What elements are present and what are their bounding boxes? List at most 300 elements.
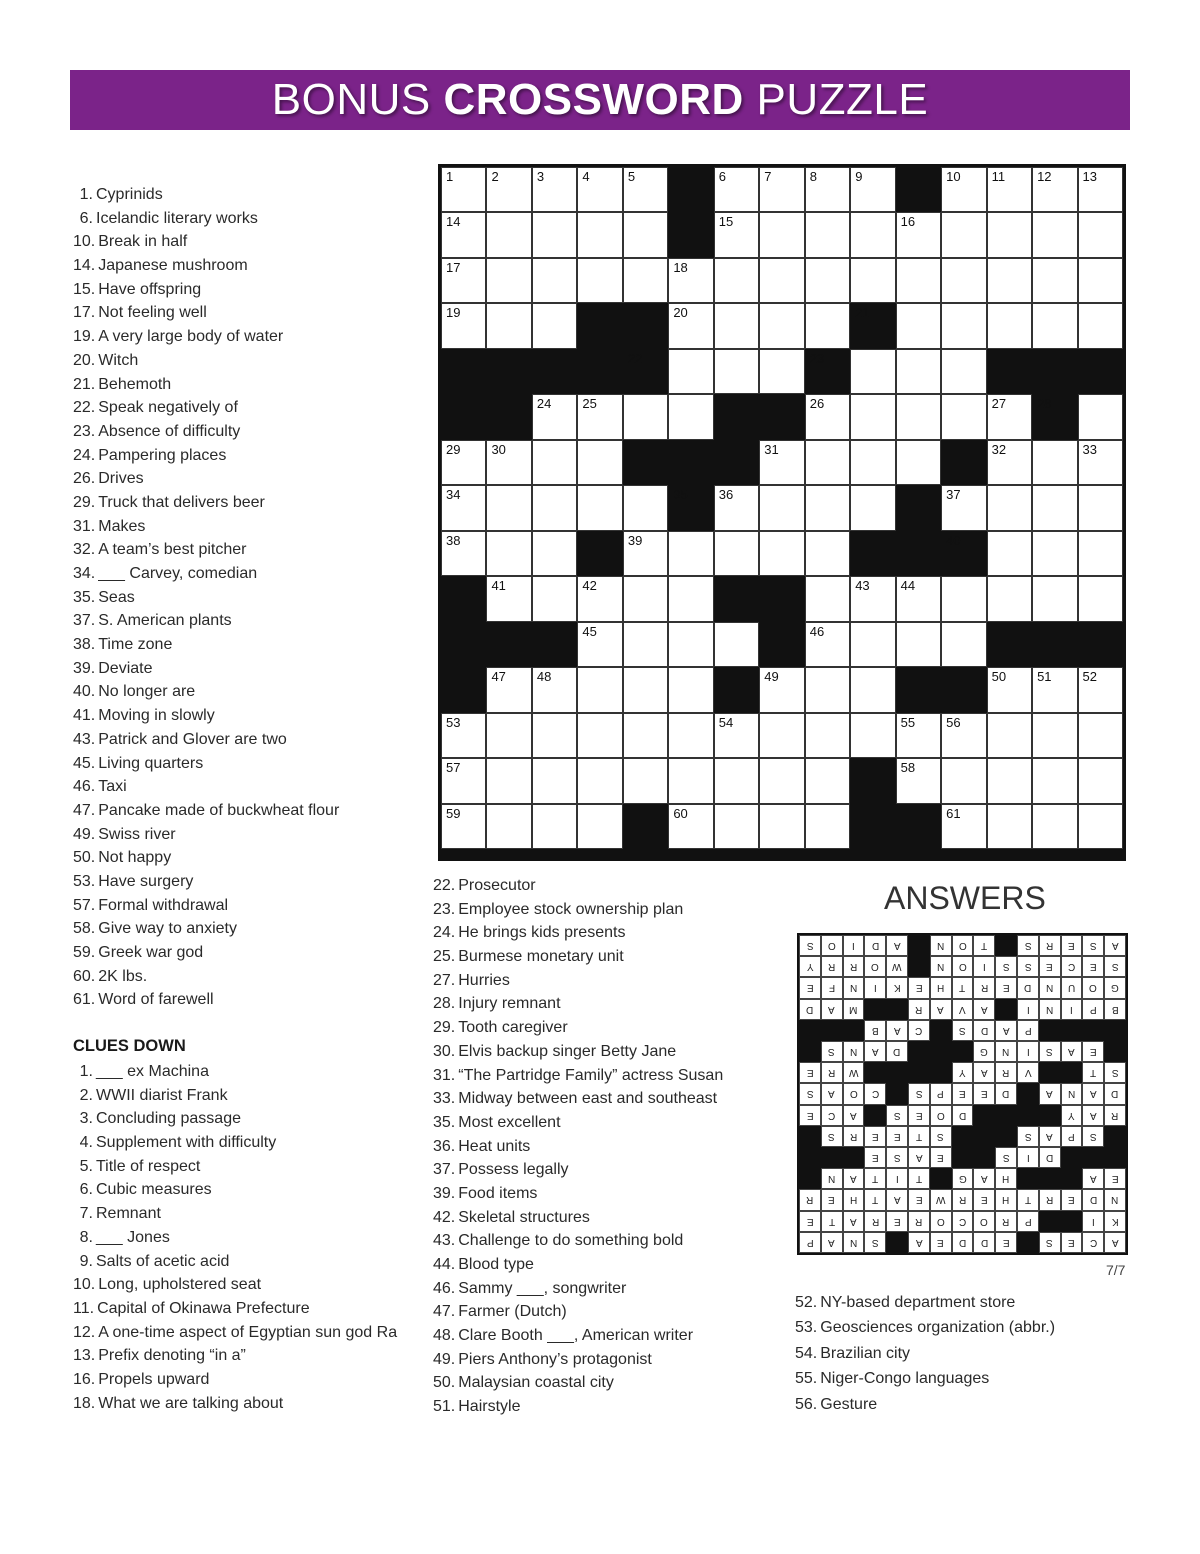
clue-text: Witch	[98, 351, 139, 369]
answer-cell	[843, 1126, 865, 1147]
cell-number: 43	[855, 578, 870, 594]
answer-black-square	[1082, 1147, 1104, 1168]
answer-letter: E	[1068, 1236, 1075, 1248]
grid-cell[interactable]	[668, 758, 713, 803]
grid-cell[interactable]	[759, 667, 804, 712]
clue-text: Long, upholstered seat	[98, 1276, 262, 1294]
grid-cell[interactable]	[896, 758, 941, 803]
cell-number: 61	[946, 805, 961, 821]
grid-cell[interactable]	[850, 713, 895, 758]
grid-cell[interactable]	[441, 303, 486, 348]
grid-cell[interactable]	[941, 349, 986, 394]
grid-cell[interactable]	[1032, 303, 1077, 348]
grid-cell[interactable]	[896, 349, 941, 394]
grid-cell[interactable]	[850, 258, 895, 303]
clue-text: Most excellent	[458, 1113, 561, 1131]
grid-cell[interactable]	[486, 440, 531, 485]
black-square	[532, 349, 577, 394]
grid-cell[interactable]	[532, 394, 577, 439]
answer-cell	[1082, 1062, 1104, 1083]
grid-cell[interactable]	[759, 303, 804, 348]
grid-cell[interactable]	[987, 713, 1032, 758]
grid-cell[interactable]	[623, 394, 668, 439]
answer-cell	[799, 1083, 821, 1104]
grid-cell[interactable]	[577, 713, 622, 758]
grid-cell[interactable]	[668, 667, 713, 712]
grid-cell[interactable]	[577, 167, 622, 212]
answer-cell	[1039, 1083, 1061, 1104]
answer-letter: R	[958, 1194, 967, 1206]
cell-number: 47	[491, 669, 506, 685]
grid-cell[interactable]	[759, 440, 804, 485]
black-square	[941, 440, 986, 485]
grid-cell[interactable]	[1078, 485, 1123, 530]
clue-item	[73, 1273, 397, 1297]
grid-cell[interactable]	[1032, 576, 1077, 621]
grid-cell[interactable]	[941, 303, 986, 348]
answer-letter: A	[1068, 1046, 1075, 1058]
grid-cell[interactable]	[623, 667, 668, 712]
answer-cell	[843, 977, 865, 998]
grid-cell[interactable]	[714, 485, 759, 530]
cell-number: 52	[1082, 669, 1097, 685]
grid-cell[interactable]	[850, 212, 895, 257]
grid-cell[interactable]	[850, 485, 895, 530]
grid-cell[interactable]	[1078, 576, 1123, 621]
grid-cell[interactable]	[668, 531, 713, 576]
answer-letter: A	[937, 1003, 945, 1015]
answer-letter: R	[915, 1003, 923, 1015]
answer-cell	[1082, 1189, 1104, 1210]
grid-cell[interactable]	[486, 758, 531, 803]
grid-cell[interactable]	[714, 713, 759, 758]
grid-cell[interactable]	[577, 622, 622, 667]
grid-cell[interactable]	[805, 394, 850, 439]
answer-letter: S	[1002, 1152, 1010, 1164]
answer-cell	[843, 1083, 865, 1104]
grid-cell[interactable]	[441, 258, 486, 303]
grid-cell[interactable]	[1032, 167, 1077, 212]
grid-cell[interactable]	[759, 804, 804, 849]
grid-cell[interactable]	[714, 758, 759, 803]
grid-cell[interactable]	[577, 394, 622, 439]
grid-cell[interactable]	[896, 440, 941, 485]
grid-cell[interactable]	[623, 713, 668, 758]
grid-cell[interactable]	[759, 349, 804, 394]
grid-cell[interactable]	[1078, 667, 1123, 712]
grid-cell[interactable]	[532, 440, 577, 485]
grid-cell[interactable]	[486, 303, 531, 348]
grid-cell[interactable]	[668, 349, 713, 394]
answer-letter: G	[980, 1046, 989, 1058]
answer-letter: A	[893, 1024, 901, 1036]
grid-cell[interactable]	[577, 758, 622, 803]
grid-cell[interactable]	[850, 349, 895, 394]
grid-cell[interactable]	[987, 804, 1032, 849]
clue-item	[73, 1321, 397, 1345]
answer-letter: C	[871, 1088, 879, 1100]
clue-text: Propels upward	[98, 1370, 210, 1388]
answer-letter: N	[1002, 1046, 1010, 1058]
grid-cell[interactable]	[714, 212, 759, 257]
grid-cell[interactable]	[987, 531, 1032, 576]
clue-number: 59.	[73, 944, 96, 961]
grid-cell[interactable]	[577, 576, 622, 621]
grid-cell[interactable]	[623, 622, 668, 667]
answer-cell	[908, 1126, 930, 1147]
answer-black-square	[1104, 1020, 1126, 1041]
grid-cell[interactable]	[1078, 394, 1123, 439]
answer-black-square	[799, 1020, 821, 1041]
grid-cell[interactable]	[805, 212, 850, 257]
answer-black-square	[908, 1041, 930, 1062]
grid-cell[interactable]	[623, 531, 668, 576]
clue-text: Drives	[98, 470, 144, 488]
clue-item	[73, 775, 339, 799]
grid-cell[interactable]	[668, 713, 713, 758]
clue-text: 2K lbs.	[98, 967, 148, 985]
clue-text: Remnant	[96, 1205, 161, 1223]
grid-cell[interactable]	[486, 212, 531, 257]
grid-cell[interactable]	[896, 713, 941, 758]
grid-cell[interactable]	[941, 167, 986, 212]
clue-text: Hurries	[458, 971, 510, 989]
answer-letter: T	[872, 1173, 879, 1185]
grid-cell[interactable]	[1032, 258, 1077, 303]
grid-cell[interactable]	[1078, 167, 1123, 212]
answer-cell	[821, 1105, 843, 1126]
grid-cell[interactable]	[714, 258, 759, 303]
grid-cell[interactable]	[532, 167, 577, 212]
grid-cell[interactable]	[486, 485, 531, 530]
answer-letter: H	[1002, 1173, 1010, 1185]
grid-cell[interactable]	[805, 303, 850, 348]
grid-cell[interactable]	[941, 576, 986, 621]
grid-cell[interactable]	[577, 485, 622, 530]
grid-cell[interactable]	[805, 258, 850, 303]
grid-cell[interactable]	[1078, 258, 1123, 303]
grid-cell[interactable]	[805, 531, 850, 576]
clue-number: 23.	[433, 900, 456, 918]
grid-cell[interactable]	[1078, 212, 1123, 257]
grid-cell[interactable]	[532, 667, 577, 712]
grid-cell[interactable]	[714, 303, 759, 348]
grid-cell[interactable]	[850, 667, 895, 712]
grid-cell[interactable]	[759, 258, 804, 303]
answer-letter: I	[873, 982, 877, 994]
answer-letter: P	[1068, 1130, 1075, 1142]
grid-cell[interactable]	[759, 485, 804, 530]
grid-cell[interactable]	[532, 485, 577, 530]
grid-cell[interactable]	[486, 804, 531, 849]
grid-cell[interactable]	[577, 667, 622, 712]
clue-text: Food items	[458, 1184, 538, 1202]
grid-cell[interactable]	[1032, 804, 1077, 849]
grid-cell[interactable]	[896, 622, 941, 667]
clue-item	[73, 917, 339, 941]
grid-cell[interactable]	[1078, 804, 1123, 849]
grid-cell[interactable]	[805, 622, 850, 667]
grid-cell[interactable]	[441, 485, 486, 530]
black-square	[577, 349, 622, 394]
clue-item	[73, 396, 339, 420]
grid-cell[interactable]	[805, 440, 850, 485]
grid-cell[interactable]	[805, 713, 850, 758]
answer-letter: A	[1089, 1109, 1097, 1121]
grid-cell[interactable]	[987, 258, 1032, 303]
grid-cell[interactable]	[486, 713, 531, 758]
black-square	[759, 622, 804, 667]
grid-cell[interactable]	[532, 576, 577, 621]
answer-black-square	[1104, 1147, 1126, 1168]
clue-text: Skeletal structures	[458, 1208, 590, 1226]
grid-cell[interactable]	[668, 576, 713, 621]
grid-cell[interactable]	[714, 531, 759, 576]
grid-cell[interactable]	[668, 622, 713, 667]
grid-cell[interactable]	[532, 303, 577, 348]
grid-cell[interactable]	[941, 394, 986, 439]
clue-number: 39.	[433, 1184, 456, 1202]
grid-cell[interactable]	[714, 349, 759, 394]
clue-item	[73, 444, 339, 468]
grid-cell[interactable]	[850, 167, 895, 212]
grid-cell[interactable]	[441, 212, 486, 257]
grid-cell[interactable]	[759, 212, 804, 257]
grid-cell[interactable]	[941, 758, 986, 803]
grid-cell[interactable]	[896, 303, 941, 348]
grid-cell[interactable]	[941, 622, 986, 667]
clue-text: ___ ex Machina	[96, 1063, 209, 1080]
answer-letter: G	[1111, 982, 1119, 994]
grid-cell[interactable]	[805, 758, 850, 803]
grid-cell[interactable]	[987, 440, 1032, 485]
grid-cell[interactable]	[532, 713, 577, 758]
black-square	[532, 622, 577, 667]
grid-cell[interactable]	[623, 167, 668, 212]
grid-cell[interactable]	[577, 258, 622, 303]
grid-cell[interactable]	[1078, 531, 1123, 576]
grid-cell[interactable]	[486, 167, 531, 212]
grid-cell[interactable]	[805, 576, 850, 621]
black-square	[896, 167, 941, 212]
answer-letter: P	[1024, 1024, 1032, 1036]
clue-number: 35.	[73, 588, 96, 606]
grid-cell[interactable]	[623, 576, 668, 621]
crossword-grid[interactable]	[438, 164, 1126, 861]
grid-cell[interactable]	[850, 440, 895, 485]
black-square	[668, 212, 713, 257]
grid-cell[interactable]	[441, 531, 486, 576]
grid-cell[interactable]	[714, 804, 759, 849]
grid-cell[interactable]	[987, 167, 1032, 212]
grid-cell[interactable]	[850, 576, 895, 621]
grid-cell[interactable]	[759, 713, 804, 758]
answer-cell	[930, 999, 952, 1020]
answer-letter: S	[828, 1046, 836, 1058]
answer-letter: V	[1024, 1067, 1032, 1079]
answer-letter: N	[937, 961, 945, 973]
clue-text: Hairstyle	[458, 1398, 521, 1416]
grid-cell[interactable]	[532, 258, 577, 303]
grid-cell[interactable]	[1032, 531, 1077, 576]
answer-cell	[1104, 1062, 1126, 1083]
grid-cell[interactable]	[941, 485, 986, 530]
grid-cell[interactable]	[668, 258, 713, 303]
answer-cell	[1082, 1126, 1104, 1147]
page-title: BONUS CROSSWORD PUZZLE	[271, 75, 929, 124]
clue-number: 58.	[73, 920, 96, 938]
grid-cell[interactable]	[623, 212, 668, 257]
grid-cell[interactable]	[714, 622, 759, 667]
black-square	[486, 349, 531, 394]
answer-black-square	[843, 1147, 865, 1168]
clue-number: 54.	[795, 1344, 818, 1362]
clue-text: Capital of Okinawa Prefecture	[97, 1299, 310, 1317]
answer-cell	[1061, 1083, 1083, 1104]
grid-cell[interactable]	[577, 440, 622, 485]
answer-cell	[1082, 1041, 1104, 1062]
grid-cell[interactable]	[1032, 440, 1077, 485]
grid-cell[interactable]	[441, 440, 486, 485]
answer-letter: W	[935, 1194, 946, 1206]
black-square	[850, 531, 895, 576]
clue-number: 56.	[795, 1395, 818, 1413]
grid-cell[interactable]	[896, 212, 941, 257]
grid-cell[interactable]	[941, 713, 986, 758]
grid-cell[interactable]	[805, 167, 850, 212]
answer-letter: T	[1024, 1194, 1031, 1206]
clue-number: 26.	[73, 470, 96, 488]
answer-black-square	[973, 1126, 995, 1147]
grid-cell[interactable]	[941, 212, 986, 257]
grid-cell[interactable]	[1032, 485, 1077, 530]
answer-cell	[1104, 1189, 1126, 1210]
answer-letter: C	[828, 1109, 836, 1121]
grid-cell[interactable]	[623, 758, 668, 803]
grid-cell[interactable]	[850, 394, 895, 439]
grid-cell[interactable]	[486, 667, 531, 712]
grid-cell[interactable]	[896, 394, 941, 439]
answer-letter: A	[980, 1173, 988, 1185]
grid-cell[interactable]	[623, 258, 668, 303]
clue-text: Word of farewell	[98, 991, 214, 1009]
answer-letter: E	[806, 1215, 814, 1227]
clue-item	[73, 373, 339, 397]
grid-cell[interactable]	[532, 212, 577, 257]
black-square	[577, 303, 622, 348]
answer-cell	[886, 1211, 908, 1232]
answer-letter: T	[915, 1130, 922, 1142]
cell-number: 55	[900, 714, 916, 730]
grid-cell[interactable]	[441, 758, 486, 803]
title-banner	[70, 70, 1130, 130]
clue-text: Seas	[98, 588, 135, 606]
answer-letter: E	[806, 1067, 814, 1079]
answer-letter: T	[915, 1173, 922, 1185]
grid-cell[interactable]	[577, 212, 622, 257]
answer-black-square	[973, 1147, 995, 1168]
grid-cell[interactable]	[987, 303, 1032, 348]
grid-cell[interactable]	[1032, 212, 1077, 257]
grid-cell[interactable]	[532, 804, 577, 849]
answer-letter: E	[806, 982, 814, 994]
grid-cell[interactable]	[941, 804, 986, 849]
answer-letter: D	[1089, 1194, 1097, 1206]
grid-cell[interactable]	[987, 394, 1032, 439]
grid-cell[interactable]	[759, 167, 804, 212]
clue-item	[433, 1324, 723, 1348]
grid-cell[interactable]	[987, 212, 1032, 257]
grid-cell[interactable]	[759, 531, 804, 576]
grid-cell[interactable]	[441, 713, 486, 758]
black-square	[668, 440, 713, 485]
answer-cell	[799, 935, 821, 956]
clue-item	[433, 1111, 723, 1135]
answer-cell	[1061, 956, 1083, 977]
grid-cell[interactable]	[805, 485, 850, 530]
grid-cell[interactable]	[850, 622, 895, 667]
grid-cell[interactable]	[441, 167, 486, 212]
answer-letter: T	[828, 1215, 835, 1227]
grid-cell[interactable]	[1032, 667, 1077, 712]
grid-cell[interactable]	[1078, 713, 1123, 758]
grid-cell[interactable]	[668, 303, 713, 348]
grid-cell[interactable]	[987, 485, 1032, 530]
answer-letter: O	[827, 940, 836, 952]
grid-cell[interactable]	[896, 576, 941, 621]
grid-cell[interactable]	[486, 576, 531, 621]
clue-text: Speak negatively of	[98, 399, 238, 417]
grid-cell[interactable]	[987, 667, 1032, 712]
grid-cell[interactable]	[1032, 713, 1077, 758]
grid-cell[interactable]	[987, 576, 1032, 621]
grid-cell[interactable]	[441, 804, 486, 849]
cell-number: 59	[446, 805, 461, 821]
grid-cell[interactable]	[1078, 303, 1123, 348]
answer-cell	[799, 1062, 821, 1083]
answer-letter: R	[1046, 940, 1054, 952]
grid-cell[interactable]	[486, 531, 531, 576]
grid-cell[interactable]	[532, 758, 577, 803]
grid-cell[interactable]	[714, 167, 759, 212]
answer-letter: R	[1046, 1194, 1054, 1206]
clue-item	[73, 988, 339, 1012]
cell-number: 17	[446, 259, 461, 275]
cell-number: 46	[809, 623, 825, 639]
clue-item	[73, 1131, 397, 1155]
grid-cell[interactable]	[623, 485, 668, 530]
black-square	[668, 167, 713, 212]
grid-cell[interactable]	[1078, 758, 1123, 803]
cell-number: 9	[855, 169, 863, 184]
answer-letter: H	[937, 982, 945, 994]
grid-cell[interactable]	[486, 258, 531, 303]
grid-cell[interactable]	[577, 804, 622, 849]
grid-cell[interactable]	[987, 758, 1032, 803]
clue-item	[433, 1253, 723, 1277]
cell-number: 57	[446, 760, 461, 776]
grid-cell[interactable]	[805, 804, 850, 849]
grid-cell[interactable]	[941, 258, 986, 303]
grid-cell[interactable]	[532, 531, 577, 576]
grid-cell[interactable]	[805, 667, 850, 712]
grid-cell[interactable]	[668, 394, 713, 439]
grid-cell[interactable]	[1032, 758, 1077, 803]
grid-cell[interactable]	[759, 758, 804, 803]
grid-cell[interactable]	[668, 804, 713, 849]
grid-cell[interactable]	[896, 258, 941, 303]
grid-cell[interactable]	[1078, 440, 1123, 485]
